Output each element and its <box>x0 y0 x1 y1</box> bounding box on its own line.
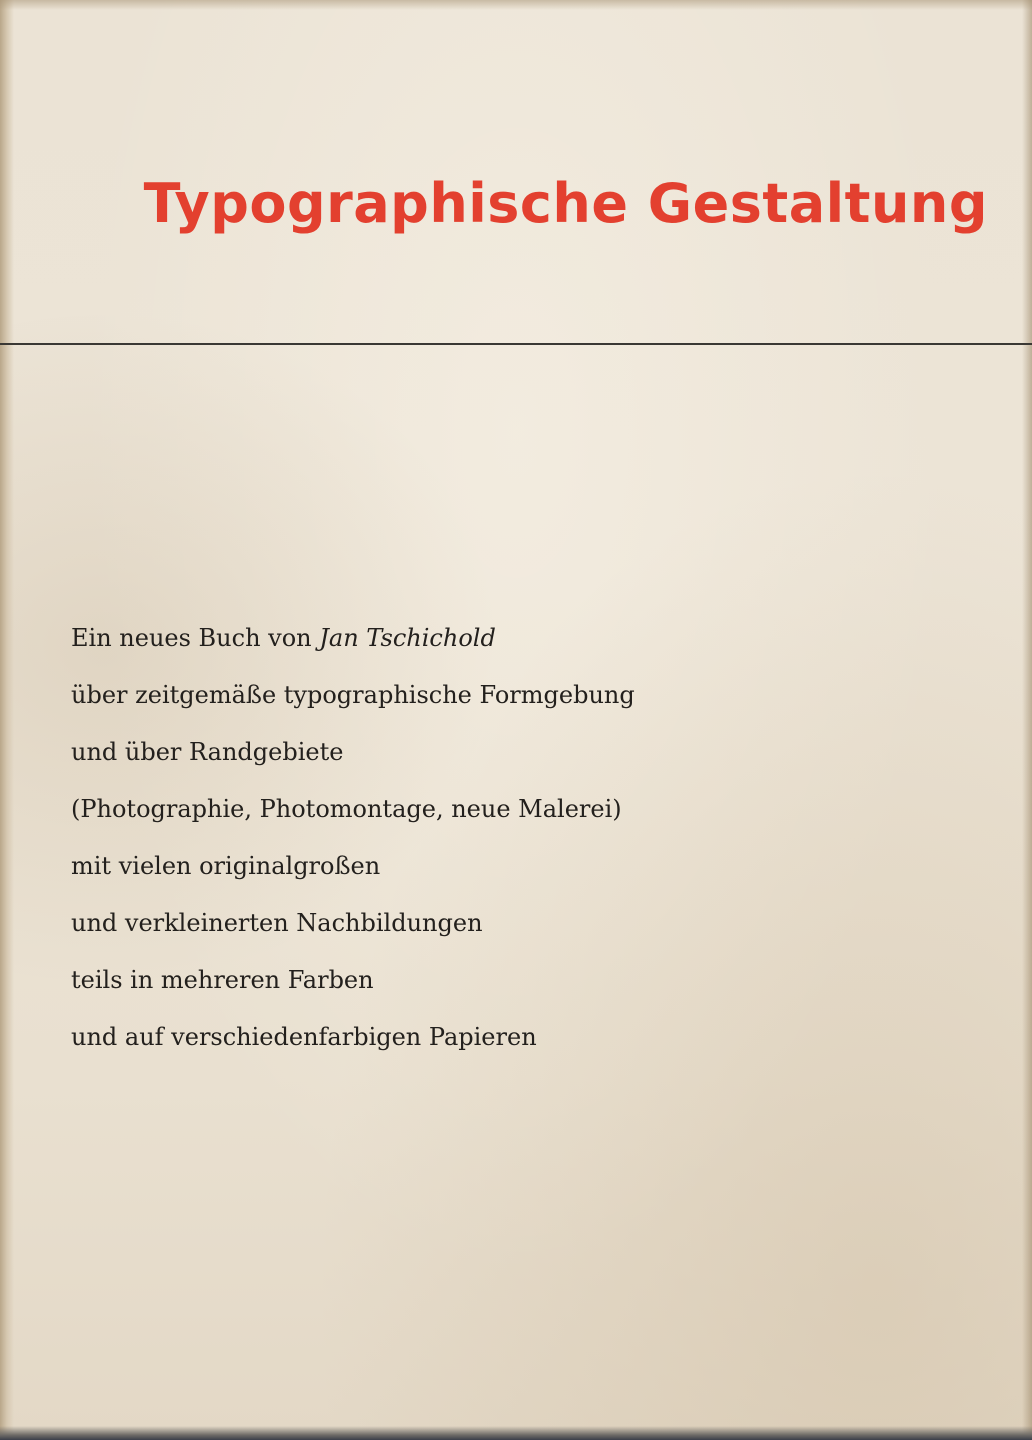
description-line-7: teils in mehreren Farben <box>71 966 374 994</box>
description-block <box>71 616 711 1072</box>
cover-left-edge <box>0 0 14 1440</box>
horizontal-rule <box>0 343 1032 345</box>
description-line-4: (Photographie, Photomontage, neue Malerei) <box>71 795 622 823</box>
description-line-8: und auf verschiedenfarbigen Papieren <box>71 1023 537 1051</box>
description-line-2: über zeitgemäße typographische Formgebung <box>71 681 635 709</box>
author-name: Jan Tschichold <box>319 624 496 652</box>
cover-title: Typographische Gestaltung <box>143 172 988 235</box>
description-line-3: und über Randgebiete <box>71 738 344 766</box>
description-line-6: und verkleinerten Nachbildungen <box>71 909 483 937</box>
intro-prefix: Ein neues Buch von <box>71 624 320 652</box>
cover-right-edge <box>1022 0 1032 1440</box>
cover-bottom-edge <box>0 1426 1032 1440</box>
cover-top-edge <box>0 0 1032 10</box>
description-line-5: mit vielen originalgroßen <box>71 852 381 880</box>
description-line-1 <box>71 616 711 673</box>
